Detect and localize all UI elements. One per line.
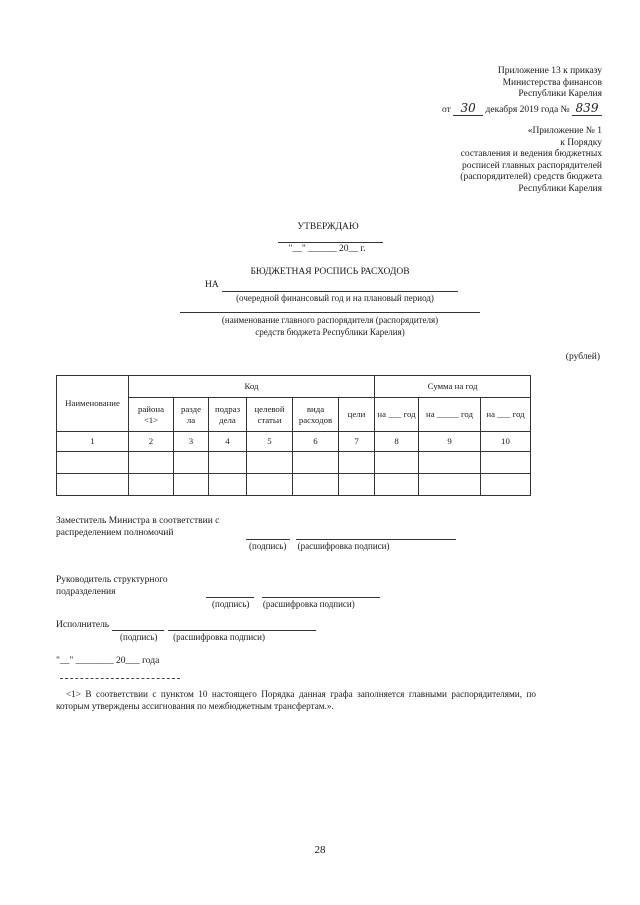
approval-title: УТВЕРЖДАЮ — [297, 222, 359, 232]
organization-line — [180, 312, 480, 313]
budget-table — [56, 375, 531, 496]
head-decode-line — [262, 597, 380, 598]
footnote — [56, 689, 536, 713]
annex-reference-block — [362, 126, 602, 195]
deputy-caption: (подпись) (расшифровка подписи) — [249, 541, 390, 551]
header-code-expense-type: вида расходов — [293, 398, 339, 432]
head-caption: (подпись) (расшифровка подписи) — [212, 599, 355, 609]
annex-line-4: росписей главных распорядителей — [461, 160, 602, 171]
annex-line-6: Республики Карелия — [518, 183, 602, 194]
document-title: БЮДЖЕТНАЯ РОСПИСЬ РАСХОДОВ — [250, 267, 410, 277]
column-numbers-row: 1 2 3 4 5 6 7 8 9 10 — [57, 432, 531, 452]
header-year-1: на ___ год — [375, 398, 419, 432]
executor-caption: (подпись) (расшифровка подписи) — [120, 632, 265, 642]
deputy-label-2: распределением полномочий — [56, 528, 174, 538]
head-label-1: Руководитель структурного — [56, 575, 168, 585]
executor-signature-line — [112, 630, 164, 631]
order-number: 839 — [572, 101, 602, 117]
deputy-signature-line — [246, 539, 290, 540]
executor-decode-line — [168, 630, 316, 631]
republic-line: Республики Карелия — [518, 89, 602, 100]
annex-line-3: составления и ведения бюджетных — [460, 149, 602, 160]
head-label-2: подразделения — [56, 587, 116, 597]
annex-line-1: «Приложение № 1 — [527, 126, 602, 136]
table-row — [57, 474, 531, 496]
organization-caption-2: средств бюджета Республики Карелия) — [255, 327, 405, 337]
table-row — [57, 452, 531, 474]
header-year-3: на ___ год — [481, 398, 531, 432]
order-day: 30 — [453, 101, 483, 117]
footnote-separator — [60, 678, 180, 679]
order-annex-line: Приложение 13 к приказу — [497, 66, 602, 76]
organization-caption-1: (наименование главного распорядителя (распорядителя) — [221, 315, 439, 325]
ministry-line: Министерства финансов — [502, 77, 602, 88]
order-date-line: от 30 декабря 2019 года № 839 — [342, 101, 602, 117]
sign-date-line: "__" ________ 20___ года — [56, 656, 160, 666]
header-code-goal: цели — [339, 398, 375, 432]
period-caption: (очередной финансовый год и на плановый период) — [236, 293, 434, 303]
header-code-target-item: целевой статьи — [247, 398, 293, 432]
footnote-text: <1> В соответствии с пунктом 10 настоящего Порядка данная графа заполняется главными распорядителями, по которым утверждены ассигнования по межбюджетным трансфертам.». — [56, 689, 536, 711]
header-sum-group: Сумма на год — [375, 376, 531, 398]
header-code-group: Код — [129, 376, 375, 398]
order-reference-block — [342, 66, 602, 116]
annex-line-5: (распорядителей) средств бюджета — [460, 172, 602, 183]
period-na-label: НА — [205, 280, 219, 290]
head-signature-line — [206, 597, 254, 598]
annex-line-2: к Порядку — [560, 137, 602, 148]
approval-signature-line — [278, 242, 383, 243]
header-name: Наименование — [57, 376, 129, 432]
deputy-label-1: Заместитель Министра в соответствии с — [56, 516, 220, 526]
units-label: (рублей) — [565, 352, 600, 362]
approval-date-line: "__" ______ 20__ г. — [288, 244, 366, 254]
header-code-subsection: подраз дела — [209, 398, 247, 432]
executor-label: Исполнитель — [56, 620, 110, 630]
deputy-decode-line — [296, 539, 456, 540]
page-number: 28 — [314, 844, 326, 856]
header-code-district: района <1> — [129, 398, 174, 432]
period-line — [222, 291, 458, 292]
header-code-section: разде ла — [174, 398, 209, 432]
header-year-2: на _____ год — [419, 398, 481, 432]
